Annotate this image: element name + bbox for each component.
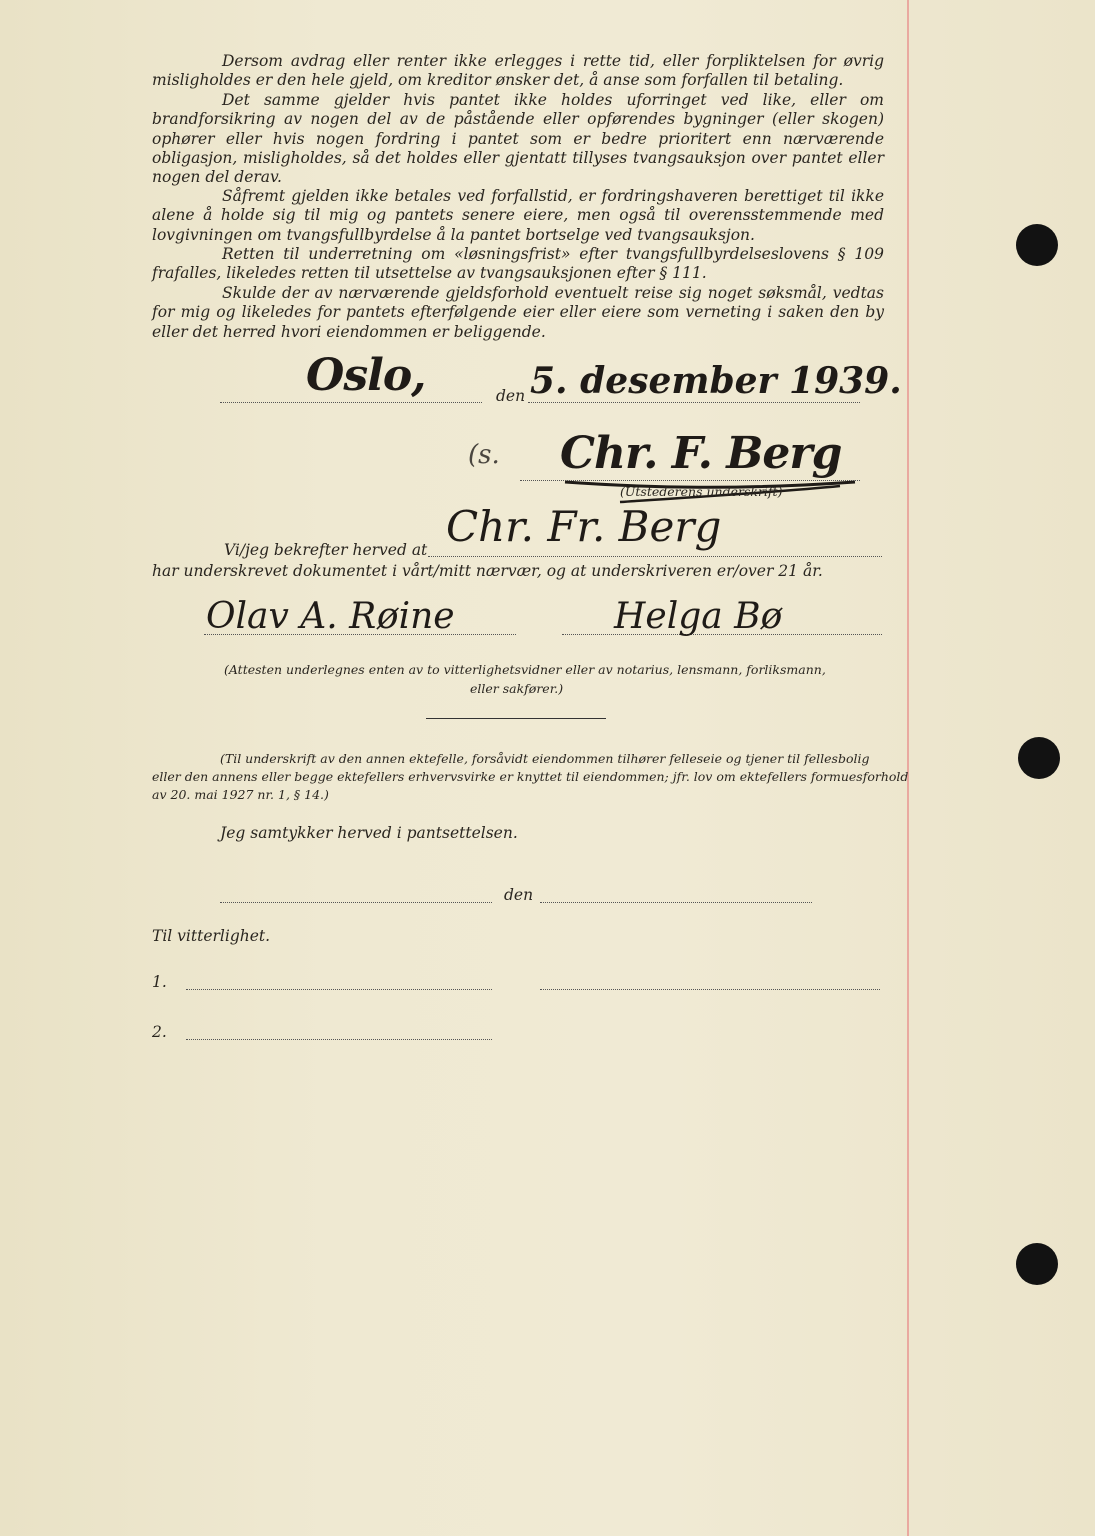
consent-text: Jeg samtykker herved i pantsettelsen. [220, 824, 518, 842]
paragraph-text: Dersom avdrag eller renter ikke erlegges i rette tid, eller forpliktelsen for øvrig misligholdes er den hele gjeld, om kreditor ønsker det, å anse som forfallen til betaling. [152, 52, 884, 90]
witness-note-2: eller sakfører.) [470, 681, 564, 696]
den-label: den [496, 387, 526, 405]
punch-hole-middle [1018, 737, 1060, 779]
paragraph-due [152, 187, 884, 245]
issuer-signature-line [520, 480, 860, 481]
paragraph-default [152, 52, 884, 91]
date-handwritten: 5. desember 1939. [530, 360, 902, 402]
place-handwritten: Oslo, [306, 350, 426, 401]
consent-date-line [540, 902, 812, 903]
paragraph-text: Skulde der av nærværende gjeldsforhold eventuelt reise sig noget søksmål, vedtas for mig og likeledes for pantets efterfølgende eier eller eiere som verneting i saken den by eller det herred hvori eiendommen er beliggende. [152, 284, 884, 341]
spouse-note-1: (Til underskrift av den annen ektefelle, forsåvidt eiendommen tilhører felleseie og tjener til fellesbolig [220, 751, 870, 766]
witness-item-2-number: 2. [152, 1023, 167, 1041]
paragraph-venue [152, 284, 884, 342]
witness-item-1-number: 1. [152, 973, 167, 991]
consent-place-line [220, 902, 492, 903]
issuer-caption: (Utstederens underskrift) [620, 484, 783, 499]
issuer-signature: Chr. F. Berg [560, 428, 842, 479]
witness-lead: Vi/jeg bekrefter herved at [224, 541, 428, 559]
paragraph-text: Såfremt gjelden ikke betales ved forfallstid, er fordringshaveren berettiget til ikke alene å holde sig til mig og pantets senere eiere, men også til overensstemmende med lovgivningen om tvangsfullbyrdelse å la pantet bortselge ved tvangsauksjon. [152, 187, 884, 244]
spouse-note-2: eller den annens eller begge ektefellers erhvervsvirke er knyttet til eiendommen; jfr. lov om ektefellers formuesforhold [152, 769, 909, 784]
witness-signature-1: Olav A. Røine [206, 596, 455, 637]
witness-item-1-line-a [186, 989, 492, 990]
witness-heading: Til vitterlighet. [152, 927, 271, 945]
witness-note-1: (Attesten underlegnes enten av to vitterlighetsvidner eller av notarius, lensmann, forliksmann, [224, 662, 826, 677]
witness-item-2-line [186, 1039, 492, 1040]
consent-den-label: den [504, 886, 534, 904]
spouse-note-3: av 20. mai 1927 nr. 1, § 14.) [152, 787, 329, 802]
witness-item-1-line-b [540, 989, 880, 990]
section-divider [426, 718, 606, 719]
paragraph-text: Det samme gjelder hvis pantet ikke holdes uforringet ved like, eller om brandforsikring av nogen del av de påstående eller opførendes bygninger (eller skogen) ophører eller hvis nogen fordring i pantet som er bedre prioritert enn nærværende obligasjon, misligholdes, så det holdes eller gjentatt tillyses tvangsauksjon over pantet eller nogen del derav. [152, 91, 884, 187]
witness-line2: har underskrevet dokumentet i vårt/mitt nærvær, og at underskriveren er/over 21 år. [152, 562, 823, 580]
margin-line [907, 0, 909, 1536]
paragraph-notice [152, 245, 884, 284]
paragraph-text: Retten til underretning om «løsningsfrist» efter tvangsfullbyrdelseslovens § 109 frafalles, likeledes retten til utsettelse av tvangsauksjonen efter § 111. [152, 245, 884, 283]
place-line [220, 402, 482, 403]
date-line [528, 402, 860, 403]
punch-hole-top [1016, 224, 1058, 266]
punch-hole-bottom [1016, 1243, 1058, 1285]
witness-signature-2: Helga Bø [614, 596, 783, 637]
witness-name-handwritten: Chr. Fr. Berg [446, 502, 722, 551]
paragraph-insurance [152, 91, 884, 187]
witness-name-line [428, 556, 882, 557]
seal-mark: (s. [468, 440, 500, 470]
